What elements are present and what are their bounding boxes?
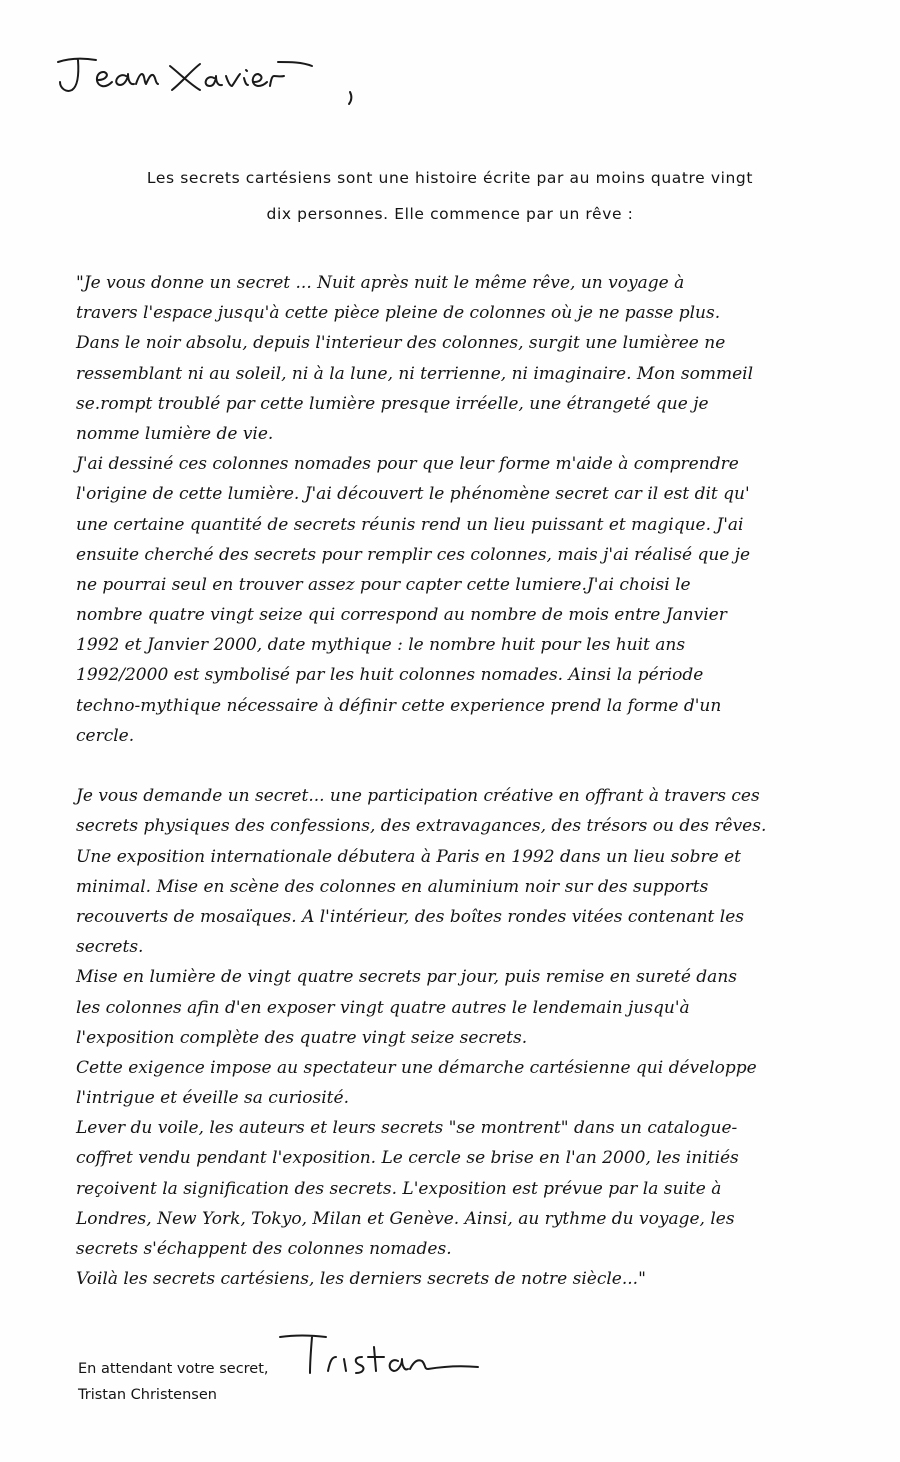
- closing-salutation: En attendant votre secret,: [78, 1361, 269, 1377]
- signature-handwriting: [270, 1325, 490, 1385]
- body-line: "Je vous donne un secret ... Nuit après nuit le même rêve, un voyage à: [76, 273, 685, 293]
- body-line: J'ai dessiné ces colonnes nomades pour que leur forme m'aide à comprendre: [76, 454, 739, 475]
- body-line: ressemblant ni au soleil, ni à la lune, ni terrienne, ni imaginaire. Mon sommeil: [76, 363, 754, 384]
- body-line: Voilà les secrets cartésiens, les derniers secrets de notre siècle...": [76, 1269, 646, 1290]
- body-line: Cette exigence impose au spectateur une démarche cartésienne qui développe: [76, 1057, 757, 1078]
- body-line: l'intrigue et éveille sa curiosité.: [76, 1088, 349, 1109]
- body-line: techno-mythique nécessaire à définir cette experience prend la forme d'un: [76, 695, 722, 716]
- body-line: 1992 et Janvier 2000, date mythique : le nombre huit pour les huit ans: [76, 635, 686, 656]
- intro-line: dix personnes. Elle commence par un rêve :: [266, 205, 634, 223]
- body-line: ne pourrai seul en trouver assez pour capter cette lumiere.J'ai choisi le: [76, 574, 691, 595]
- body-line: secrets.: [76, 937, 144, 958]
- body-line: Mise en lumière de vingt quatre secrets par jour, puis remise en sureté dans: [76, 967, 737, 988]
- body-line: l'exposition complète des quatre vingt seize secrets.: [76, 1027, 528, 1048]
- intro-line: Les secrets cartésiens sont une histoire écrite par au moins quatre vingt: [146, 169, 754, 187]
- body-line: Une exposition internationale débutera à Paris en 1992 dans un lieu sobre et: [76, 846, 741, 867]
- closing-block: [78, 1356, 269, 1408]
- body-line: Dans le noir absolu, depuis l'interieur des colonnes, surgit une lumièree ne: [76, 333, 726, 354]
- body-line: les colonnes afin d'en exposer vingt quatre autres le lendemain jusqu'à: [76, 997, 690, 1018]
- addressee-handwriting: [50, 40, 370, 115]
- body-line: nombre quatre vingt seize qui correspond au nombre de mois entre Janvier: [76, 605, 727, 626]
- body-line: secrets s'échappent des colonnes nomades.: [76, 1239, 452, 1259]
- handwritten-addressee: [50, 40, 370, 115]
- body-line: Londres, New York, Tokyo, Milan et Genève. Ainsi, au rythme du voyage, les: [76, 1208, 735, 1229]
- body-line: coffret vendu pendant l'exposition. Le cercle se brise en l'an 2000, les initiés: [76, 1148, 739, 1169]
- handwritten-signature: [270, 1325, 490, 1385]
- body-line: minimal. Mise en scène des colonnes en aluminium noir sur des supports: [76, 876, 709, 897]
- body-line: une certaine quantité de secrets réunis rend un lieu puissant et magique. J'ai: [76, 514, 744, 535]
- body-line: secrets physiques des confessions, des extravagances, des trésors ou des rêves.: [76, 816, 767, 837]
- paragraph-gap: [76, 751, 866, 781]
- body-line: ensuite cherché des secrets pour remplir ces colonnes, mais j'ai réalisé que je: [76, 544, 751, 565]
- body-line: cercle.: [76, 725, 135, 746]
- body-line: recouverts de mosaïques. A l'intérieur, des boîtes rondes vitées contenant les: [76, 906, 745, 927]
- body-line: reçoivent la signification des secrets. L'exposition est prévue par la suite à: [76, 1178, 722, 1199]
- body-line: Je vous demande un secret... une participation créative en offrant à travers ces: [76, 786, 760, 807]
- intro-paragraph: [40, 160, 860, 232]
- body-line: se.rompt troublé par cette lumière presque irréelle, une étrangeté que je: [76, 393, 709, 414]
- sender-name: Tristan Christensen: [78, 1387, 217, 1403]
- body-line: l'origine de cette lumière. J'ai découvert le phénomène secret car il est dit qu': [76, 484, 750, 505]
- letter-body: [76, 268, 866, 1294]
- body-line: travers l'espace jusqu'à cette pièce pleine de colonnes où je ne passe plus.: [76, 303, 721, 324]
- body-line: nomme lumière de vie.: [76, 423, 274, 444]
- body-line: 1992/2000 est symbolisé par les huit colonnes nomades. Ainsi la période: [76, 665, 704, 686]
- body-line: Lever du voile, les auteurs et leurs secrets "se montrent" dans un catalogue-: [76, 1118, 738, 1139]
